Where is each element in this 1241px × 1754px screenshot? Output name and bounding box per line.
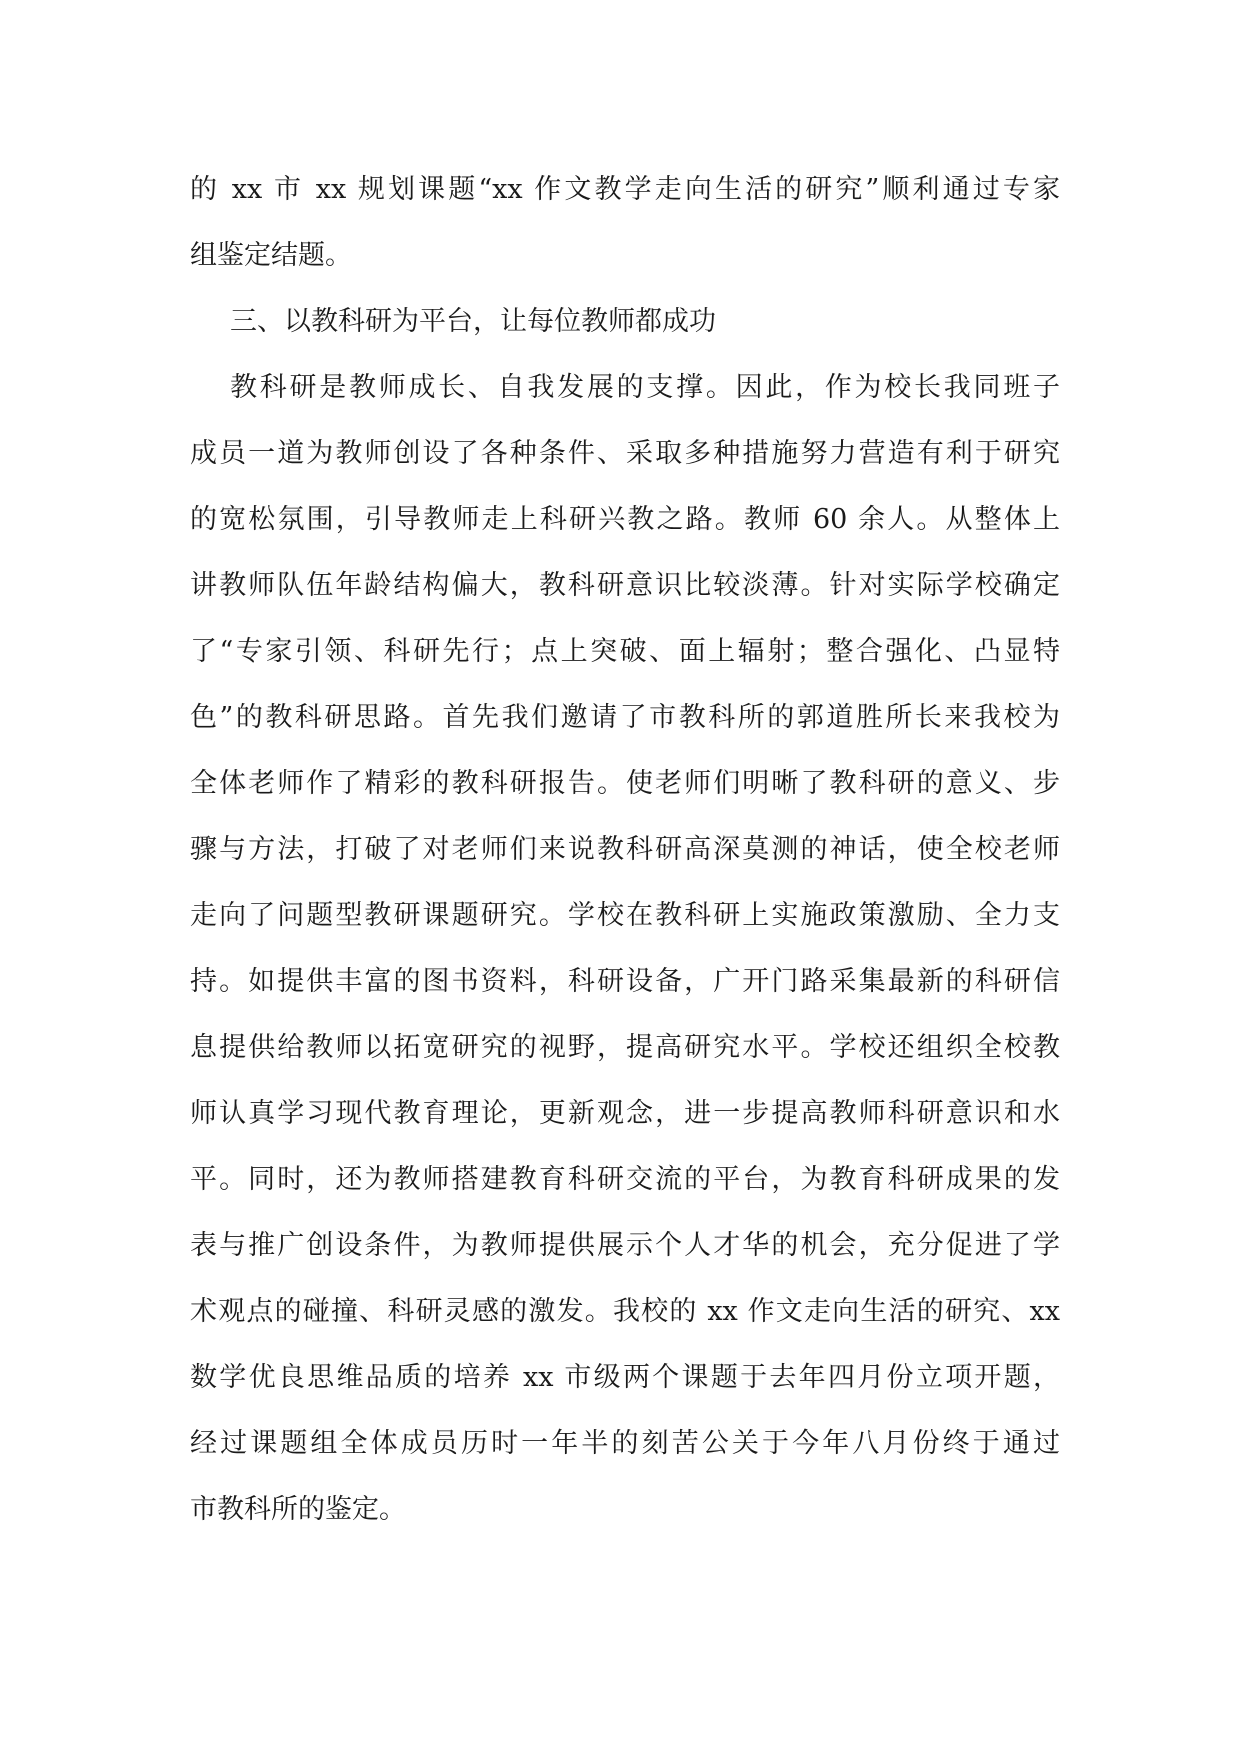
text-line: 的宽松氛围，引导教师走上科研兴教之路。教师 60 余人。从整体上 [190,504,1060,535]
text-line: 骤与方法，打破了对老师们来说教科研高深莫测的神话，使全校老师 [190,834,1060,865]
document-body [190,157,1060,1543]
text-line: 了“专家引领、科研先行；点上突破、面上辐射；整合强化、凸显特 [190,636,1060,667]
text-line: 师认真学习现代教育理论，更新观念，进一步提高教师科研意识和水 [190,1098,1060,1129]
text-line: 全体老师作了精彩的教科研报告。使老师们明晰了教科研的意义、步 [190,768,1060,799]
text-line: 走向了问题型教研课题研究。学校在教科研上实施政策激励、全力支 [190,900,1060,931]
text-line: 教科研是教师成长、自我发展的支撑。因此，作为校长我同班子 [230,372,1060,403]
text-line: 色”的教科研思路。首先我们邀请了市教科所的郭道胜所长来我校为 [190,702,1060,733]
text-line: 组鉴定结题。 [190,240,352,271]
text-line: 三、以教科研为平台，让每位教师都成功 [230,306,716,337]
text-line: 讲教师队伍年龄结构偏大，教科研意识比较淡薄。针对实际学校确定 [190,570,1060,601]
text-line: 的 xx 市 xx 规划课题“xx 作文教学走向生活的研究”顺利通过专家 [190,174,1060,205]
text-line: 市教科所的鉴定。 [190,1494,406,1525]
text-line: 平。同时，还为教师搭建教育科研交流的平台，为教育科研成果的发 [190,1164,1060,1195]
text-line: 成员一道为教师创设了各种条件、采取多种措施努力营造有利于研究 [190,438,1060,469]
text-line: 经过课题组全体成员历时一年半的刻苦公关于今年八月份终于通过 [190,1428,1060,1459]
text-line: 数学优良思维品质的培养 xx 市级两个课题于去年四月份立项开题， [190,1362,1060,1393]
text-line: 息提供给教师以拓宽研究的视野，提高研究水平。学校还组织全校教 [190,1032,1060,1063]
text-line: 持。如提供丰富的图书资料，科研设备，广开门路采集最新的科研信 [190,966,1060,997]
text-line: 术观点的碰撞、科研灵感的激发。我校的 xx 作文走向生活的研究、xx [190,1296,1060,1327]
text-line: 表与推广创设条件，为教师提供展示个人才华的机会，充分促进了学 [190,1230,1060,1261]
